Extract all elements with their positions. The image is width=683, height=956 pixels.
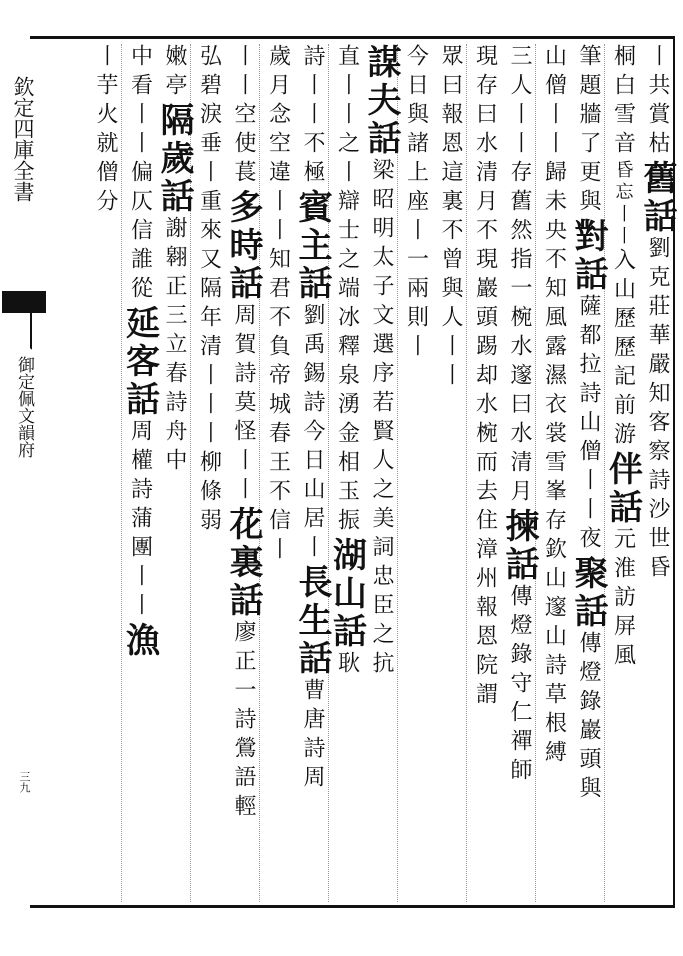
headword: 長生話	[292, 564, 332, 678]
text-column	[119, 44, 160, 902]
headword: 隔歲話	[154, 102, 194, 216]
text-segment: 桐白雪音	[610, 44, 636, 160]
text-segment: 未央不知風露濕衣裳	[541, 189, 567, 450]
text-segment: 入山歷歷記前游	[610, 248, 636, 451]
text-column	[261, 44, 295, 902]
text-segment: 歲月念空違	[265, 44, 291, 189]
text-segment: 梁昭明太子文選序若賢人之美詞忠臣之抗	[369, 158, 394, 680]
text-segment: 雪峯存欽山邃	[541, 450, 567, 624]
text-segment: 丨共賞枯	[645, 44, 670, 160]
headword: 聚話	[568, 555, 608, 631]
text-segment: 傳燈錄巖頭與	[576, 631, 601, 805]
text-segment: 筆題牆了更與	[576, 44, 601, 218]
text-column	[192, 44, 226, 902]
text-segment: 傳燈錄守仁禪師	[507, 584, 532, 787]
text-column	[88, 44, 122, 902]
text-segment: 丨丨空使萇	[231, 44, 256, 189]
text-segment: 直丨丨之丨辯士之端冰釋泉湧金相玉振	[334, 44, 360, 537]
text-column	[499, 44, 539, 902]
text-segment: 丨芋火就僧分	[93, 44, 118, 218]
headword: 花裏話	[223, 506, 263, 620]
text-segment: 弘碧淚垂	[196, 44, 222, 160]
text-segment: 王不信丨	[265, 450, 291, 566]
text-segment: 劉克莊華嚴知客察詩沙世昏	[645, 236, 670, 584]
text-segment: 薩都拉詩山僧丨丨夜	[576, 294, 601, 555]
headword: 揀話	[499, 508, 539, 584]
text-segment: 元淮訪屏風	[610, 527, 636, 672]
headword: 謀夫話	[361, 44, 401, 158]
fishtail-mark	[2, 291, 46, 313]
text-segment: 劉禹錫詩今日山居丨	[300, 303, 325, 564]
text-segment: 今日與諸上座丨一兩則丨	[403, 44, 429, 363]
text-segment: 現存曰水清月不現巖頭踢却水椀而去	[472, 44, 498, 508]
text-segment: 山詩草根縛	[541, 624, 567, 769]
annotation: 昏忘丨丨	[612, 160, 634, 248]
text-column	[361, 44, 401, 902]
text-segment: 三人丨丨存舊然指一椀水邃曰水清月	[507, 44, 532, 508]
text-column	[292, 44, 332, 902]
text-column	[154, 44, 194, 902]
text-segment: 周權詩蒲團丨丨	[127, 419, 153, 622]
fishtail-wedge	[30, 308, 44, 360]
text-segment: 詩丨丨不極	[300, 44, 325, 189]
headword: 舊話	[637, 160, 677, 236]
headword: 對話	[568, 218, 608, 294]
text-segment: 眾曰報恩這裏不曾與人丨丨	[438, 44, 463, 392]
top-border-rule	[30, 36, 675, 39]
text-segment: 謝翱正三立春詩舟中	[162, 216, 187, 477]
headword: 延客話	[119, 305, 160, 419]
text-segment: 耿	[334, 651, 360, 680]
page-margin-strip	[0, 36, 46, 908]
text-segment: 周賀詩莫怪丨丨	[231, 303, 256, 506]
collection-title: 欽定四庫全書	[11, 76, 35, 202]
text-column	[568, 44, 608, 902]
text-column	[537, 44, 571, 902]
text-segment: 丨丨知君不負帝城春	[265, 189, 291, 450]
headword: 湖山話	[326, 537, 367, 651]
text-segment: 廖正一詩鶯語輕	[231, 620, 256, 823]
text-column	[602, 44, 643, 902]
headword: 賓主話	[292, 189, 332, 303]
text-segment: 中看	[127, 44, 153, 102]
text-segment: 嫩亭	[162, 44, 187, 102]
headword: 伴話	[602, 451, 643, 527]
text-column	[326, 44, 367, 902]
text-column	[637, 44, 677, 902]
headword: 多時話	[223, 189, 263, 303]
text-column	[223, 44, 263, 902]
text-segment: 山僧丨丨歸	[541, 44, 567, 189]
headword: 漁	[119, 622, 160, 660]
text-column	[468, 44, 502, 902]
text-segment: 清丨丨丨柳條弱	[196, 334, 222, 537]
text-segment: 丨重來又隔年	[196, 160, 222, 334]
text-segment: 曹唐詩周	[300, 678, 325, 794]
text-segment: 住漳州報恩院謂	[472, 508, 498, 711]
book-title: 御定佩文韻府	[14, 356, 34, 458]
text-segment: 丨丨偏仄信誰從	[127, 102, 153, 305]
page-number: 三九	[18, 771, 31, 793]
bottom-border-rule	[30, 905, 675, 908]
text-column	[399, 44, 433, 902]
text-column	[433, 44, 467, 902]
